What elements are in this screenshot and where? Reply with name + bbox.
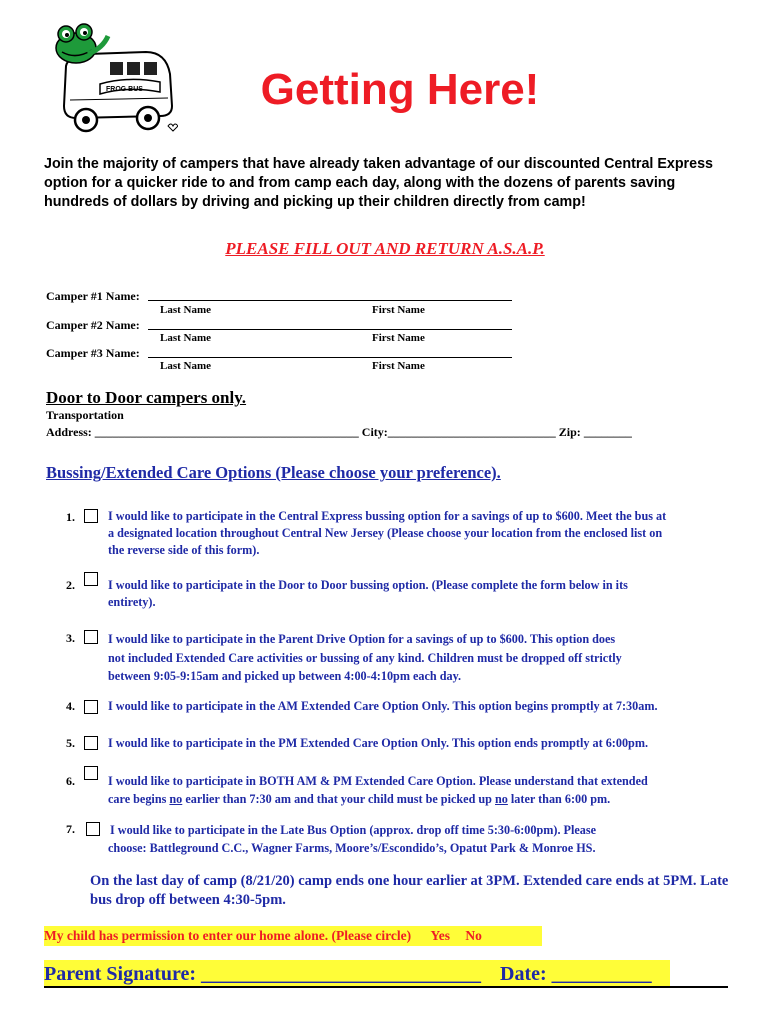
option-6-line-2-a: care begins	[108, 792, 170, 806]
city-label: City:	[361, 425, 388, 439]
permission-row	[44, 926, 542, 946]
option-3-line-1: I would like to participate in the Parent Drive Option for a savings of up to $600. This option does	[108, 632, 616, 646]
option-1-line-2: a designated location throughout Central New Jersey (Please choose your location from the enclosed list on	[108, 526, 663, 540]
transportation-label: Transportation	[46, 408, 124, 422]
option-4-number: 4.	[66, 699, 75, 713]
option-3-text	[108, 630, 748, 686]
option-1-text	[108, 508, 748, 559]
option-3-number: 3.	[66, 631, 75, 645]
option-2-line-1: I would like to participate in the Door to Door bussing option. (Please complete the form below in its	[108, 578, 628, 592]
date-field[interactable]: __________	[551, 963, 652, 985]
permission-text: My child has permission to enter our home alone. (Please circle)	[44, 928, 412, 943]
option-6-checkbox[interactable]	[84, 766, 98, 780]
frog-bus-logo-icon	[48, 18, 178, 136]
address-field[interactable]: ____________________________________________	[94, 425, 359, 439]
permission-yes-option[interactable]: Yes	[430, 928, 450, 943]
signature-rule	[44, 986, 728, 988]
option-6-no-2: no	[495, 792, 508, 806]
camper-1-name-field[interactable]	[148, 300, 512, 301]
option-4-text: I would like to participate in the AM Extended Care Option Only. This option begins promptly at 7:30am.	[108, 699, 658, 713]
option-2-text	[108, 577, 748, 611]
camper-2-first-caption: First Name	[372, 332, 425, 344]
camper-1-first-caption: First Name	[372, 304, 425, 316]
camper-3-last-caption: Last Name	[160, 360, 212, 372]
option-2-checkbox[interactable]	[84, 572, 98, 586]
option-4-checkbox[interactable]	[84, 700, 98, 714]
camper-1-label: Camper #1 Name:	[46, 289, 140, 303]
option-3-line-2: not included Extended Care activities or bussing of any kind. Children must be dropped off strictly	[108, 650, 622, 665]
option-1-number: 1.	[66, 510, 75, 524]
option-6-line-1: I would like to participate in BOTH AM & PM Extended Care Option. Please understand that extended	[108, 774, 648, 788]
option-3-line-3: between 9:05-9:15am and picked up between 4:00-4:10pm each day.	[108, 669, 462, 683]
city-field[interactable]: ____________________________	[387, 425, 556, 439]
date-label: Date:	[500, 963, 547, 985]
option-1-line-1: I would like to participate in the Central Express bussing option for a savings of up to $600. Meet the bus at	[108, 509, 667, 523]
option-3-checkbox[interactable]	[84, 630, 98, 644]
option-1-checkbox[interactable]	[84, 509, 98, 523]
parent-signature-field[interactable]: ____________________________	[201, 963, 482, 985]
option-7-number: 7.	[66, 822, 75, 836]
camper-3-label: Camper #3 Name:	[46, 346, 140, 360]
option-6-line-2-b: earlier than 7:30 am and that your child must be picked up	[182, 792, 495, 806]
signature-row	[44, 960, 670, 986]
camper-2-last-caption: Last Name	[160, 332, 212, 344]
option-7-text	[110, 821, 750, 857]
option-6-line-2	[108, 790, 748, 808]
option-6-number: 6.	[66, 774, 75, 788]
fill-out-notice: PLEASE FILL OUT AND RETURN A.S.A.P.	[225, 239, 545, 258]
option-5-number: 5.	[66, 736, 75, 750]
zip-field[interactable]: ________	[583, 425, 632, 439]
option-2-line-2: entirety).	[108, 595, 156, 609]
address-row	[46, 425, 632, 440]
option-6-text	[108, 772, 748, 808]
option-5-text: I would like to participate in the PM Extended Care Option Only. This option ends promptly at 6:00pm.	[108, 736, 649, 750]
permission-no-option[interactable]: No	[465, 928, 482, 943]
option-6-no-1: no	[169, 792, 183, 806]
option-5-checkbox[interactable]	[84, 736, 98, 750]
svg-text:FROG BUS: FROG BUS	[106, 86, 143, 93]
camper-2-label: Camper #2 Name:	[46, 318, 140, 332]
option-2-number: 2.	[66, 578, 75, 592]
option-7-line-1: I would like to participate in the Late Bus Option (approx. drop off time 5:30-6:00pm). Please	[110, 823, 597, 837]
zip-label: Zip:	[558, 425, 581, 439]
bussing-options-heading: Bussing/Extended Care Options (Please choose your preference).	[46, 463, 501, 482]
intro-text: Join the majority of campers that have already taken advantage of our discounted Central Express option for a quicker ride to and from camp each day, along with the dozens of parents saving hundreds of dollars by driving and picking up their children directly from camp!	[44, 156, 713, 210]
camper-1-last-caption: Last Name	[160, 304, 212, 316]
address-label: Address:	[46, 425, 92, 439]
option-6-line-2-c: later than 6:00 pm.	[507, 792, 611, 806]
option-7-line-2: choose: Battleground C.C., Wagner Farms, Moore’s/Escondido’s, Opatut Park & Monroe HS.	[108, 841, 596, 855]
page-title: Getting Here!	[260, 65, 540, 114]
door-to-door-heading: Door to Door campers only.	[46, 388, 247, 407]
camper-3-name-field[interactable]	[148, 357, 512, 358]
option-1-line-3: the reverse side of this form).	[108, 543, 260, 557]
camper-3-first-caption: First Name	[372, 360, 425, 372]
parent-signature-label: Parent Signature:	[44, 963, 197, 985]
camper-2-name-field[interactable]	[148, 329, 512, 330]
last-day-notice: On the last day of camp (8/21/20) camp ends one hour earlier at 3PM. Extended care ends at 5PM. Late bus drop off between 4:30-5pm.	[90, 873, 729, 908]
option-7-checkbox[interactable]	[86, 822, 100, 836]
